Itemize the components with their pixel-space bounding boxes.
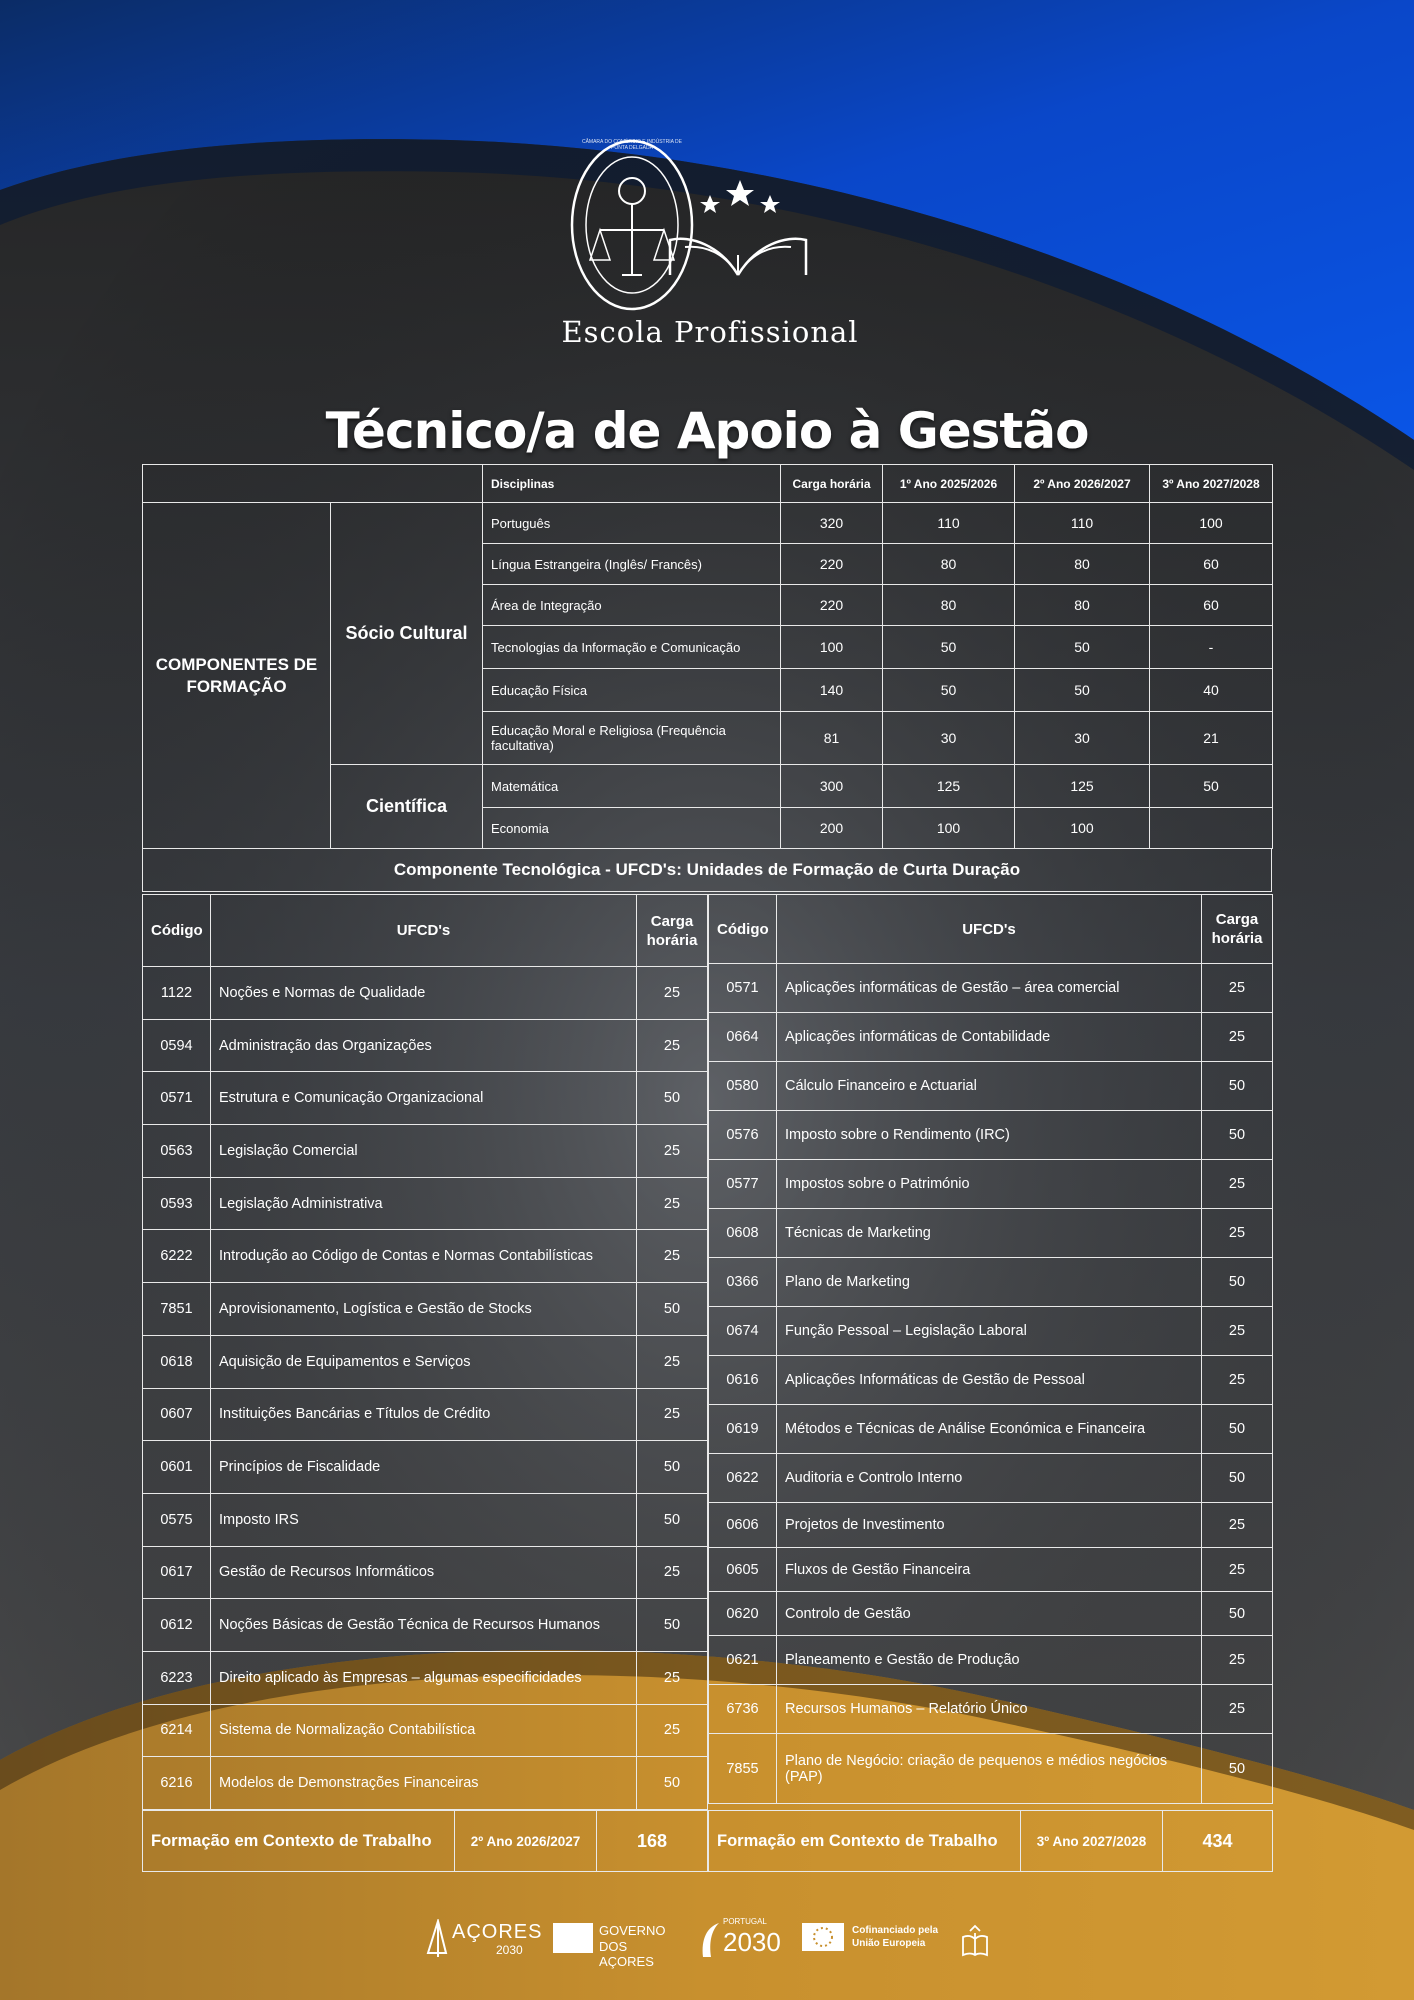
discipline-total: 200 <box>781 808 883 849</box>
ufcd-code: 7851 <box>143 1283 211 1336</box>
ufcd-name: Função Pessoal – Legislação Laboral <box>777 1307 1202 1356</box>
discipline-year1: 30 <box>883 712 1015 765</box>
ufcd-hours: 25 <box>1202 964 1273 1013</box>
discipline-year1: 100 <box>883 808 1015 849</box>
ufcd-row <box>143 1704 708 1757</box>
ufcd-name: Métodos e Técnicas de Análise Económica e Financeira <box>777 1405 1202 1454</box>
header-ufcds: UFCD's <box>211 895 637 967</box>
ufcd-hours: 25 <box>1202 1548 1273 1592</box>
ufcd-code: 0619 <box>709 1405 777 1454</box>
discipline-year1: 80 <box>883 544 1015 585</box>
governo-line1: GOVERNO <box>599 1923 666 1938</box>
workplace-training-hours: 434 <box>1163 1811 1273 1872</box>
ufcd-row <box>709 1454 1273 1503</box>
discipline-name: Português <box>483 503 781 544</box>
header-codigo: Código <box>709 895 777 964</box>
workplace-training-label: Formação em Contexto de Trabalho <box>143 1811 455 1872</box>
ufcd-code: 0577 <box>709 1160 777 1209</box>
discipline-year3: 21 <box>1150 712 1273 765</box>
discipline-year3: 60 <box>1150 585 1273 626</box>
discipline-name: Tecnologias da Informação e Comunicação <box>483 626 781 669</box>
ufcd-name: Noções Básicas de Gestão Técnica de Recursos Humanos <box>211 1599 637 1652</box>
discipline-name: Área de Integração <box>483 585 781 626</box>
portugal-small-text: PORTUGAL <box>723 1917 767 1926</box>
ufcd-code: 6216 <box>143 1757 211 1810</box>
ufcd-row <box>143 1177 708 1230</box>
ufcd-hours: 50 <box>1202 1405 1273 1454</box>
discipline-total: 220 <box>781 544 883 585</box>
eu-flag-icon <box>802 1923 844 1951</box>
ufcd-name: Técnicas de Marketing <box>777 1209 1202 1258</box>
ufcd-table-right <box>708 894 1273 1804</box>
discipline-year1: 110 <box>883 503 1015 544</box>
discipline-total: 81 <box>781 712 883 765</box>
ufcd-code: 0576 <box>709 1111 777 1160</box>
ufcd-name: Legislação Administrativa <box>211 1177 637 1230</box>
school-logo <box>560 135 860 350</box>
ufcd-code: 0594 <box>143 1019 211 1072</box>
ufcd-code: 0612 <box>143 1599 211 1652</box>
ufcd-hours: 25 <box>1202 1636 1273 1685</box>
governo-line2: DOS AÇORES <box>599 1939 654 1969</box>
header-year-1: 1º Ano 2025/2026 <box>883 465 1015 503</box>
ufcd-hours: 25 <box>1202 1503 1273 1548</box>
ufcd-code: 0617 <box>143 1546 211 1599</box>
partner-logos <box>0 1915 1414 1969</box>
ufcd-name: Auditoria e Controlo Interno <box>777 1454 1202 1503</box>
ufcd-code: 0664 <box>709 1013 777 1062</box>
discipline-year2: 30 <box>1015 712 1150 765</box>
ufcd-name: Plano de Marketing <box>777 1258 1202 1307</box>
ufcd-hours: 25 <box>637 1704 708 1757</box>
ufcd-code: 0601 <box>143 1441 211 1494</box>
ufcd-row <box>709 1209 1273 1258</box>
ufcd-name: Introdução ao Código de Contas e Normas Contabilísticas <box>211 1230 637 1283</box>
ufcd-hours: 50 <box>637 1072 708 1125</box>
ufcd-hours: 50 <box>637 1599 708 1652</box>
ufcd-name: Aprovisionamento, Logística e Gestão de Stocks <box>211 1283 637 1336</box>
tech-component-heading: Componente Tecnológica - UFCD's: Unidades de Formação de Curta Duração <box>142 848 1272 892</box>
ufcd-row <box>709 1734 1273 1804</box>
discipline-year1: 50 <box>883 626 1015 669</box>
ufcd-hours: 25 <box>1202 1356 1273 1405</box>
ufcd-name: Noções e Normas de Qualidade <box>211 967 637 1020</box>
school-book-icon <box>960 1923 990 1957</box>
ufcd-row <box>143 1335 708 1388</box>
discipline-total: 320 <box>781 503 883 544</box>
discipline-total: 220 <box>781 585 883 626</box>
disciplines-header-row <box>143 465 1273 503</box>
ufcd-row <box>143 1493 708 1546</box>
discipline-year2: 80 <box>1015 544 1150 585</box>
ufcd-name: Instituições Bancárias e Títulos de Crédito <box>211 1388 637 1441</box>
discipline-year1: 125 <box>883 765 1015 808</box>
workplace-training-year2 <box>142 1810 708 1872</box>
ufcd-row <box>709 1405 1273 1454</box>
ufcd-code: 6736 <box>709 1685 777 1734</box>
ufcd-name: Planeamento e Gestão de Produção <box>777 1636 1202 1685</box>
portugal-year: 2030 <box>723 1927 781 1957</box>
workplace-training-label: Formação em Contexto de Trabalho <box>709 1811 1021 1872</box>
ufcd-row <box>709 1356 1273 1405</box>
ufcd-row <box>709 1111 1273 1160</box>
ufcd-row <box>709 1503 1273 1548</box>
discipline-year3: 50 <box>1150 765 1273 808</box>
ufcd-hours: 25 <box>637 1335 708 1388</box>
acores-2030-logo <box>424 1919 543 1961</box>
ufcd-code: 0593 <box>143 1177 211 1230</box>
ufcd-row <box>709 1062 1273 1111</box>
ufcd-code: 7855 <box>709 1734 777 1804</box>
ufcd-hours: 50 <box>637 1757 708 1810</box>
ufcd-name: Direito aplicado às Empresas – algumas especificidades <box>211 1651 637 1704</box>
ufcd-name: Princípios de Fiscalidade <box>211 1441 637 1494</box>
ufcd-code: 0606 <box>709 1503 777 1548</box>
ufcd-hours: 50 <box>637 1441 708 1494</box>
empty-header-cell <box>143 465 483 503</box>
ufcd-row <box>143 1283 708 1336</box>
ufcd-row <box>143 1599 708 1652</box>
ufcd-name: Legislação Comercial <box>211 1125 637 1178</box>
disciplines-table <box>142 464 1273 849</box>
ufcd-name: Modelos de Demonstrações Financeiras <box>211 1757 637 1810</box>
workplace-training-year3 <box>708 1810 1273 1872</box>
header-carga-horaria: Carga horária <box>1202 895 1273 964</box>
ufcd-code: 0621 <box>709 1636 777 1685</box>
ufcd-row <box>709 1013 1273 1062</box>
discipline-year3: 100 <box>1150 503 1273 544</box>
ufcd-row <box>143 967 708 1020</box>
discipline-row <box>143 503 1273 544</box>
discipline-year1: 50 <box>883 669 1015 712</box>
school-name: Escola Profissional <box>561 315 859 349</box>
ufcd-code: 6214 <box>143 1704 211 1757</box>
header-carga-horaria: Carga horária <box>637 895 708 967</box>
governo-icon <box>553 1923 593 1953</box>
ufcd-hours: 25 <box>637 1388 708 1441</box>
ufcd-name: Cálculo Financeiro e Actuarial <box>777 1062 1202 1111</box>
ufcd-name: Aplicações Informáticas de Gestão de Pessoal <box>777 1356 1202 1405</box>
ufcd-name: Plano de Negócio: criação de pequenos e médios negócios (PAP) <box>777 1734 1202 1804</box>
eu-cofinanced-logo <box>802 1923 942 1959</box>
seal-text: CÂMARA DO COMÉRCIO E INDÚSTRIA DE PONTA DELGADA <box>581 139 682 151</box>
governo-acores-logo <box>553 1921 673 1969</box>
ufcd-code: 6223 <box>143 1651 211 1704</box>
ufcd-code: 0575 <box>143 1493 211 1546</box>
ufcd-code: 0616 <box>709 1356 777 1405</box>
ufcd-code: 0571 <box>709 964 777 1013</box>
discipline-year2: 80 <box>1015 585 1150 626</box>
ufcd-hours: 25 <box>1202 1685 1273 1734</box>
discipline-name: Educação Física <box>483 669 781 712</box>
discipline-name: Matemática <box>483 765 781 808</box>
ufcd-row <box>143 1388 708 1441</box>
ufcd-code: 0607 <box>143 1388 211 1441</box>
workplace-training-year: 3º Ano 2027/2028 <box>1021 1811 1163 1872</box>
ufcd-hours: 50 <box>637 1283 708 1336</box>
discipline-year3: - <box>1150 626 1273 669</box>
acores-year: 2030 <box>496 1943 523 1957</box>
ufcd-hours: 25 <box>637 1546 708 1599</box>
page-title: Técnico/a de Apoio à Gestão <box>325 402 1089 460</box>
ufcd-code: 0618 <box>143 1335 211 1388</box>
header-carga-horaria: Carga horária <box>781 465 883 503</box>
ufcd-name: Aplicações informáticas de Gestão – área comercial <box>777 964 1202 1013</box>
portugal-mark-icon <box>697 1919 723 1959</box>
discipline-year2: 125 <box>1015 765 1150 808</box>
ufcd-hours: 25 <box>637 1230 708 1283</box>
ufcd-hours: 50 <box>1202 1258 1273 1307</box>
ufcd-row <box>709 1160 1273 1209</box>
ufcd-hours: 50 <box>1202 1592 1273 1636</box>
ufcd-name: Aquisição de Equipamentos e Serviços <box>211 1335 637 1388</box>
eu-line2: União Europeia <box>852 1938 926 1949</box>
header-year-2: 2º Ano 2026/2027 <box>1015 465 1150 503</box>
discipline-name: Língua Estrangeira (Inglês/ Francês) <box>483 544 781 585</box>
group-cientifica: Científica <box>331 765 483 849</box>
ufcd-code: 0366 <box>709 1258 777 1307</box>
eu-line1: Cofinanciado pela <box>852 1925 939 1936</box>
discipline-year2: 50 <box>1015 669 1150 712</box>
ufcd-code: 0674 <box>709 1307 777 1356</box>
ufcd-hours: 25 <box>637 1177 708 1230</box>
ufcd-code: 0580 <box>709 1062 777 1111</box>
header-codigo: Código <box>143 895 211 967</box>
ufcd-code: 0620 <box>709 1592 777 1636</box>
logo-emblem <box>560 135 860 315</box>
ufcd-code: 0563 <box>143 1125 211 1178</box>
ufcd-row <box>709 1685 1273 1734</box>
ufcd-row <box>709 964 1273 1013</box>
ufcd-name: Administração das Organizações <box>211 1019 637 1072</box>
discipline-name: Educação Moral e Religiosa (Frequência facultativa) <box>483 712 781 765</box>
ufcd-header-row <box>709 895 1273 964</box>
ufcd-row <box>143 1757 708 1810</box>
discipline-year3: 40 <box>1150 669 1273 712</box>
discipline-year3 <box>1150 808 1273 849</box>
discipline-total: 140 <box>781 669 883 712</box>
discipline-year2: 50 <box>1015 626 1150 669</box>
ufcd-name: Sistema de Normalização Contabilística <box>211 1704 637 1757</box>
ufcd-row <box>143 1651 708 1704</box>
ufcd-name: Impostos sobre o Património <box>777 1160 1202 1209</box>
ufcd-name: Aplicações informáticas de Contabilidade <box>777 1013 1202 1062</box>
ufcd-row <box>143 1230 708 1283</box>
ufcd-code: 6222 <box>143 1230 211 1283</box>
ufcd-row <box>709 1592 1273 1636</box>
discipline-year3: 60 <box>1150 544 1273 585</box>
discipline-year2: 110 <box>1015 503 1150 544</box>
ufcd-name: Estrutura e Comunicação Organizacional <box>211 1072 637 1125</box>
header-year-3: 3º Ano 2027/2028 <box>1150 465 1273 503</box>
ufcd-hours: 25 <box>1202 1013 1273 1062</box>
ufcd-hours: 25 <box>637 1019 708 1072</box>
workplace-training-hours: 168 <box>597 1811 708 1872</box>
ufcd-hours: 50 <box>1202 1111 1273 1160</box>
ufcd-row <box>143 1546 708 1599</box>
ufcd-code: 0622 <box>709 1454 777 1503</box>
ufcd-code: 1122 <box>143 967 211 1020</box>
header-disciplinas: Disciplinas <box>483 465 781 503</box>
ufcd-hours: 25 <box>637 967 708 1020</box>
ufcd-name: Controlo de Gestão <box>777 1592 1202 1636</box>
discipline-year2: 100 <box>1015 808 1150 849</box>
ufcd-row <box>143 1125 708 1178</box>
ufcd-hours: 25 <box>1202 1307 1273 1356</box>
ufcd-row <box>143 1019 708 1072</box>
portugal-2030-logo <box>697 1917 781 1961</box>
ufcd-hours: 50 <box>1202 1454 1273 1503</box>
ufcd-name: Recursos Humanos – Relatório Único <box>777 1685 1202 1734</box>
ufcd-hours: 25 <box>1202 1160 1273 1209</box>
ufcd-hours: 50 <box>637 1493 708 1546</box>
ufcd-name: Imposto IRS <box>211 1493 637 1546</box>
ufcd-name: Imposto sobre o Rendimento (IRC) <box>777 1111 1202 1160</box>
discipline-name: Economia <box>483 808 781 849</box>
discipline-total: 100 <box>781 626 883 669</box>
sail-icon <box>424 1919 450 1959</box>
ufcd-code: 0608 <box>709 1209 777 1258</box>
discipline-year1: 80 <box>883 585 1015 626</box>
group-socio-cultural: Sócio Cultural <box>331 503 483 765</box>
ufcd-row <box>143 1072 708 1125</box>
ufcd-hours: 50 <box>1202 1734 1273 1804</box>
ufcd-row <box>143 1441 708 1494</box>
ufcd-name: Gestão de Recursos Informáticos <box>211 1546 637 1599</box>
discipline-total: 300 <box>781 765 883 808</box>
ufcd-row <box>709 1307 1273 1356</box>
ufcd-code: 0571 <box>143 1072 211 1125</box>
ufcd-name: Projetos de Investimento <box>777 1503 1202 1548</box>
ufcd-row <box>709 1258 1273 1307</box>
components-label: COMPONENTES DE FORMAÇÃO <box>143 503 331 849</box>
ufcd-row <box>709 1548 1273 1592</box>
ufcd-name: Fluxos de Gestão Financeira <box>777 1548 1202 1592</box>
ufcd-row <box>709 1636 1273 1685</box>
ufcd-hours: 25 <box>1202 1209 1273 1258</box>
ufcd-hours: 25 <box>637 1125 708 1178</box>
workplace-training-year: 2º Ano 2026/2027 <box>455 1811 597 1872</box>
header-ufcds: UFCD's <box>777 895 1202 964</box>
acores-text: AÇORES <box>452 1921 543 1943</box>
ufcd-code: 0605 <box>709 1548 777 1592</box>
ufcd-hours: 50 <box>1202 1062 1273 1111</box>
eu-stars-icon <box>802 1923 844 1951</box>
ufcd-table-left <box>142 894 708 1810</box>
ufcd-header-row <box>143 895 708 967</box>
ufcd-hours: 25 <box>637 1651 708 1704</box>
